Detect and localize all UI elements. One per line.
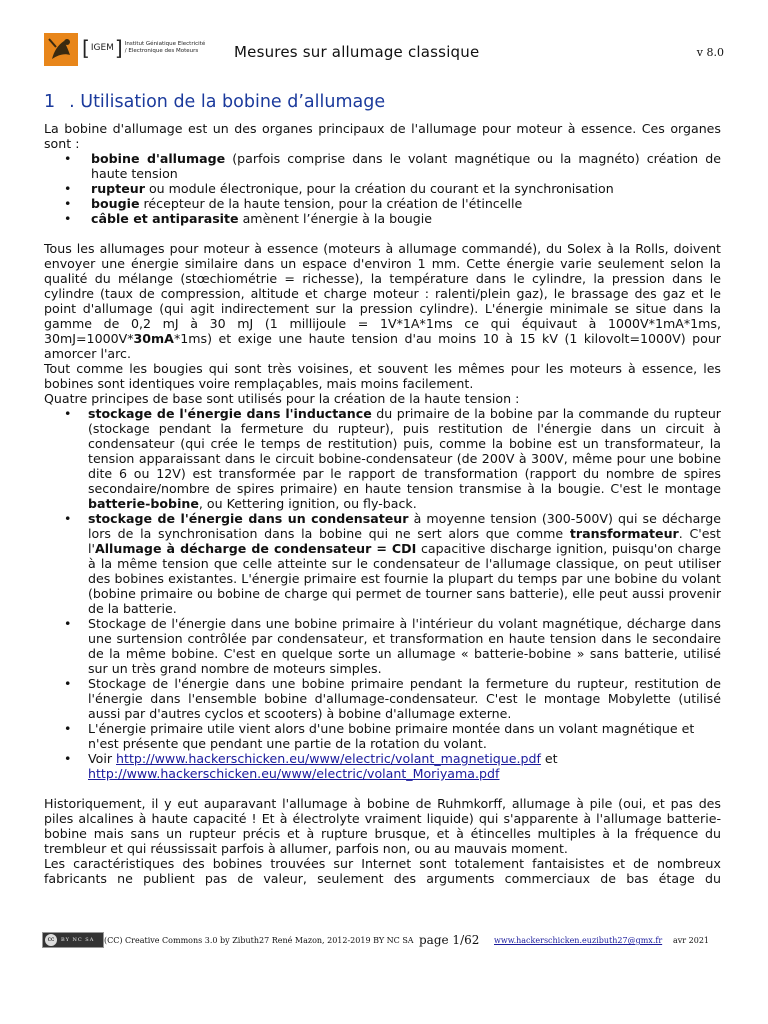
document-version: v 8.0 <box>696 46 724 59</box>
principle-text: à moyenne tension (300-500V) qui se décharge lors de la synchronisation dans la bobine qui ne sert alors que comme <box>88 511 722 541</box>
see-mid: et <box>540 751 558 766</box>
energy-text-b: *1ms) et exige une haute tension d'au moins 10 à 15 kV (1 kilovolt=1000V) pour amorcer l'arc. <box>44 331 721 361</box>
intro-paragraph: La bobine d'allumage est un des organes principaux de l'allumage pour moteur à essence. Ces organes sont : <box>44 121 721 151</box>
principle-term: stockage de l'énergie dans un condensateur <box>88 511 409 526</box>
section-number: 1 <box>44 92 56 112</box>
organ-desc: (parfois comprise dans le volant magnétique ou la magnéto) création de haute tension <box>91 151 721 181</box>
organ-term: rupteur <box>91 181 145 196</box>
energy-text-a: Tous les allumages pour moteur à essence (moteurs à allumage commandé), du Solex à la Rolls, doivent envoyer une énergie similaire dans un espace d'environ 1 mm. Cette énergie varie seulement selon la qualité du mélange (stœchiométrie = richesse), la température dans le cylindre, la pression dans le cylindre (taux de compression, altitude et charge moteur : ralenti/plein gaz), le brassage des gaz et le point d'allumage (qui agit indirectement sur la pression cylindre). L'énergie minimale se situe dans la gamme de 0,2 mJ à 30 mJ (1 millijoule = 1V*1A*1ms ce qui équivaut à 1000V*1mA*1ms, 30mJ=1000V* <box>44 241 721 346</box>
page-footer <box>42 932 722 948</box>
principle-text: du primaire de la bobine par la commande du rupteur (stockage pendant la fermeture du rupteur), puis restitution de l'énergie dans un circuit à condensateur (qui crée le temps de restitution) puis, comme la bobine est un transformateur, la tension apparaissant dans le circuit bobine-condensateur (de 200V à 300V, même pour une bobine dite 6 ou 12V) est transformée par le rapport de transformation (rapport du nombre de spires secondaire/nombre de spires primaire) en haute tension transmise à la bougie. C'est le montage <box>88 406 721 496</box>
footer-date: avr 2021 <box>673 936 710 945</box>
principle-term: transformateur <box>569 526 679 541</box>
page-header <box>44 33 724 67</box>
document-title: Mesures sur allumage classique <box>234 43 480 61</box>
organ-term: câble et antiparasite <box>91 211 239 226</box>
principle-term: Allumage à décharge de condensateur = CDI <box>94 541 417 556</box>
section-title: . Utilisation de la bobine d’allumage <box>69 92 386 112</box>
history-paragraph: Historiquement, il y eut auparavant l'allumage à bobine de Ruhmkorff, allumage à pile (oui, et pas des piles alcalines à haute capacité ! Et à électrolyte vraiment liquide) qui s'apparente à l'allumage batterie-bobine mais sans un rupteur précis et à rupture brusque, et à étincelles multiples à la fréquence du trembleur et qui réussissait parfois à allumer, parfois non, ou au mauvais moment. <box>44 796 721 856</box>
principle-text: capacitive discharge ignition, puisqu'on charge à la même tension que celle atteinte sur le condensateur de l'allumage classique, on peut utiliser des bobines existantes. L'énergie primaire est fournie la plupart du temps par une bobine du volant (bobine primaire ou bobine de charge qui permet de tourner sans batterie), elle peut aussi provenir de la batterie. <box>88 541 721 616</box>
organ-desc: ou module électronique, pour la création du courant et la synchronisation <box>144 181 614 196</box>
logo-bracket-open: [ <box>82 36 90 60</box>
section-heading <box>44 92 385 112</box>
list-item: • L'énergie primaire utile vient alors d'une bobine primaire montée dans un volant magnétique et n'est présente que pendant une partie de la rotation du volant. <box>88 721 721 751</box>
energy-bold: 30mA <box>133 331 174 346</box>
license-text: (CC) Creative Commons 3.0 by Zibuth27 René Mazon, 2012-2019 BY NC SA <box>104 936 414 945</box>
principles-intro: Quatre principes de base sont utilisés pour la création de la haute tension : <box>44 391 520 406</box>
logo-subtitle-line2: / Electronique des Moteurs <box>124 48 199 54</box>
logo-name: IGEM <box>90 43 114 53</box>
page-number: page 1/62 <box>419 933 480 947</box>
list-item <box>88 196 721 211</box>
list-item: • Stockage de l'énergie dans une bobine primaire à l'intérieur du volant magnétique, décharge dans une surtension contrôlée par condensateur, et transformation en haute tension dans le secondaire de la même bobine. C'est en quelque sorte un allumage « batterie-bobine » sans batterie, utilisé sur un très grand nombre de moteurs simples. <box>88 616 721 676</box>
volant-moriyama-link[interactable]: http://www.hackerschicken.eu/www/electric/volant_Moriyama.pdf <box>88 766 500 781</box>
list-item <box>88 181 721 196</box>
list-item <box>88 211 721 226</box>
characteristics-paragraph: Les caractéristiques des bobines trouvées sur Internet sont totalement fantaisistes et de nombreux fabricants ne publient pas de valeur, seulement des arguments commerciaux de bas étage du <box>44 856 721 886</box>
list-item <box>88 751 721 781</box>
igem-logo-text <box>82 37 205 59</box>
volant-magnetique-link[interactable]: http://www.hackerschicken.eu/www/electric/volant_magnetique.pdf <box>116 751 541 766</box>
igem-logo-icon <box>44 33 78 66</box>
website-link[interactable]: www.hackerschicken.eu <box>494 936 592 945</box>
list-item <box>88 151 721 181</box>
organ-desc: récepteur de la haute tension, pour la création de l'étincelle <box>139 196 523 211</box>
logo-subtitle <box>125 41 205 55</box>
principles-list <box>44 406 721 781</box>
body-content <box>44 121 721 886</box>
principle-text: . C'est l' <box>88 526 721 556</box>
organs-list <box>44 151 721 226</box>
principle-term: stockage de l'énergie dans l'inductance <box>88 406 372 421</box>
energy-paragraph <box>44 241 721 361</box>
organ-term: bobine d'allumage <box>91 151 226 166</box>
organ-desc: amènent l’énergie à la bougie <box>238 211 433 226</box>
list-item: • Stockage de l'énergie dans une bobine primaire pendant la fermeture du rupteur, restitution de l'énergie dans l'ensemble bobine d'allumage-condensateur. C'est le montage Mobylette (utilisé aussi par d'autres cyclos et scooters) à bobine d'allumage externe. <box>88 676 721 721</box>
email-link[interactable]: zibuth27@gmx.fr <box>592 936 663 945</box>
spark-plugs-paragraph: Tout comme les bougies qui sont très voisines, et souvent les mêmes pour les moteurs à essence, les bobines sont identiques voire remplaçables, mais moins facilement. <box>44 361 721 391</box>
cc-badge-label: BY NC SA <box>61 937 95 943</box>
organ-term: bougie <box>91 196 140 211</box>
cc-symbol: cc <box>45 934 57 946</box>
list-item <box>88 406 721 511</box>
logo-subtitle-line1: Institut Géniatique Electricité <box>124 41 206 47</box>
principle-text: , ou Kettering ignition, ou fly-back. <box>198 496 417 511</box>
creative-commons-icon <box>42 932 104 948</box>
list-item <box>88 511 721 616</box>
principle-term: batterie-bobine <box>88 496 199 511</box>
logo-bracket-close: ] <box>114 36 123 60</box>
see-prefix: Voir <box>88 751 117 766</box>
